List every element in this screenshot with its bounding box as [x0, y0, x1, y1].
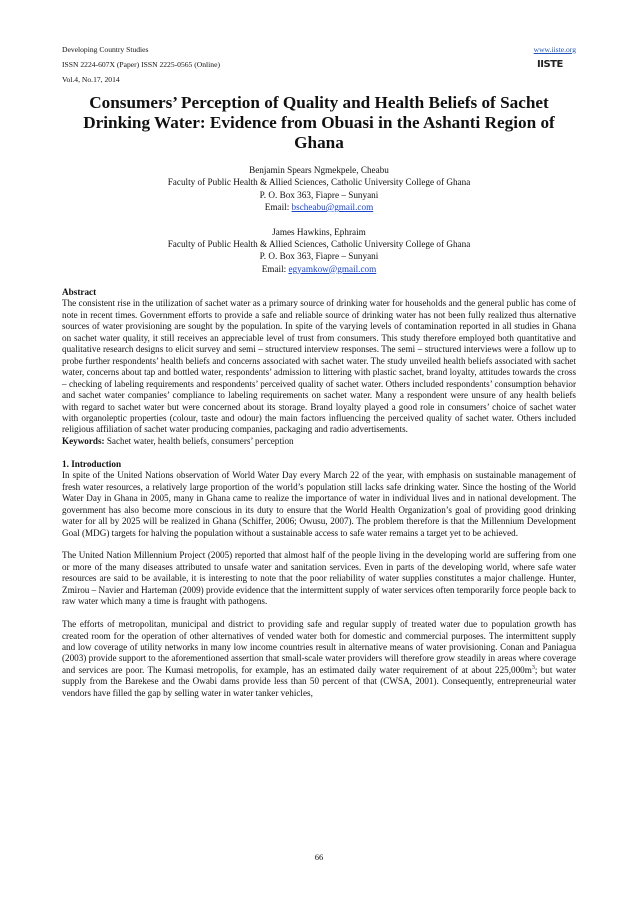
iiste-logo: IISTE [537, 59, 563, 70]
email-label: Email: [264, 201, 292, 212]
introduction-heading: 1. Introduction [62, 458, 122, 469]
author-address: P. O. Box 363, Fiapre – Sunyani [259, 189, 379, 200]
author-block [62, 164, 576, 287]
author-name: James Hawkins, Ephraim [272, 226, 366, 237]
author-affiliation: Faculty of Public Health & Allied Sciences, Catholic University College of Ghana [167, 238, 471, 249]
intro-paragraph-1: In spite of the United Nations observation of World Water Day every March 22 of the year, with emphasis on sustainable management of fresh water resources, a relatively large proportion of the world’s population still lacks safe drinking water. Since the hosting of the World Water Day in Ghana in 2005, many in Ghana came to realize the importance of water in individual lives and in national development. The government has also become more conscious in its duty to ensure that the World Health Organization’s goal of providing good drinking water for all by 2025 will be realized in Ghana (Schiffer, 2006; Owusu, 2007). The problem therefore is that the Millennium Development Goal (MDG) targets for halving the population without a sustainable access to safe water remains a target yet to be achieved. [62, 470, 576, 538]
intro-paragraph-2: The United Nation Millennium Project (2005) reported that almost half of the people living in the developing world are suffering from one or more of the many diseases attributed to unsafe water and sanitation services. Even in parts of the developing world, where safe water resources are said to be available, it is interesting to note that the poor reliability of water supplies constitutes a major challenge. Hunter, Zmirou – Navier and Harteman (2009) provide evidence that the intermittent supply of water services often temporarily force people back to raw water which many a time is fraught with pathogens. [62, 550, 576, 607]
paper-title: Consumers’ Perception of Quality and Health Beliefs of Sachet Drinking Water: Evidence from Obuasi in the Ashanti Region of Ghana [83, 93, 555, 152]
page-number: 66 [314, 852, 324, 862]
email-label: Email: [261, 263, 289, 274]
running-header [62, 42, 576, 87]
author-address: P. O. Box 363, Fiapre – Sunyani [259, 251, 379, 262]
author-email-link[interactable]: bscheabu@gmail.com [291, 201, 374, 212]
keywords-line [62, 436, 576, 447]
author-email-line [62, 263, 576, 275]
intro-p3-part-b: ; but water supply from the Barekese and the Owabi dams provide less than 50 percent of that (CWSA, 2001). Consequently, entrepreneurial water vendors have filled the gap by selling water in water tanker vehicles, [62, 664, 576, 698]
issn-line: ISSN 2224-607X (Paper) ISSN 2225-0565 (Online) [62, 60, 220, 69]
paper-body [62, 287, 576, 699]
author-name: Benjamin Spears Ngmekpele, Cheabu [249, 165, 389, 175]
abstract-text: The consistent rise in the utilization of sachet water as a primary source of drinking water for households and the general public has come of note in recent times. Government efforts to provide a safe and reliable source of drinking water has not been fully realized thus alternative sources of water provisioning are sought by the population. In spite of the varying levels of contamination reported in all studies in Ghana on sachet water quality, it still receives an appreciable level of trust from consumers. This study therefore employed both quantitative and qualitative research designs to elicit survey and semi – structured interview responses. The semi – structured interviews were a follow up to probe further respondents’ health beliefs and concerns associated with sachet water. The study unveiled health beliefs associated with sachet water, concerns about tap and bottled water, respondents’ admission to littering with plastic sachet, brand loyalty, attitudes towards the cross – checking of labeling requirements and respondents’ perceived quality of sachet water. Others included respondents’ consumption behavior and sachet water companies’ compliance to labeling requirements on sachet water. Many a respondent were unsure of any health beliefs with regard to sachet water but were concerned about its storage. Brand loyalty played a good role in consumers’ choice of sachet water with organoleptic properties (colour, taste and odour) the main factors influencing the perceived quality of sachet water. Others included religious affiliation of sachet water producing companies, packaging and radio advertisements. [62, 298, 576, 435]
keywords-label: Keywords: [62, 435, 105, 446]
abstract-heading: Abstract [62, 287, 97, 297]
intro-paragraph-3 [62, 619, 576, 699]
journal-url-link[interactable]: www.iiste.org [533, 45, 576, 54]
superscript-3: 3 [531, 664, 535, 671]
keywords-text: Sachet water, health beliefs, consumers’ perception [104, 435, 294, 446]
author-email-line [62, 201, 576, 213]
author-affiliation: Faculty of Public Health & Allied Sciences, Catholic University College of Ghana [167, 177, 471, 188]
author-1 [62, 164, 576, 213]
intro-p3-part-a: The efforts of metropolitan, municipal and district to providing safe and regular supply of treated water due to population growth has created room for the operation of other alternatives of vended water both for domestic and commercial purposes. The intermittent supply and low coverage of utility networks in many low income countries result in alternative means of water provisioning. Conan and Paniagua (2003) provide support to the aforementioned assertion that small-scale water providers will therefore grow steadily in areas where coverage and services are poor. The Kumasi metropolis, for example, has an estimated daily water requirement of at about 225,000m [62, 619, 576, 675]
journal-name: Developing Country Studies [62, 45, 149, 54]
volume-line: Vol.4, No.17, 2014 [62, 75, 120, 84]
author-email-link[interactable]: egyamkow@gmail.com [288, 263, 377, 274]
author-2 [62, 226, 576, 275]
